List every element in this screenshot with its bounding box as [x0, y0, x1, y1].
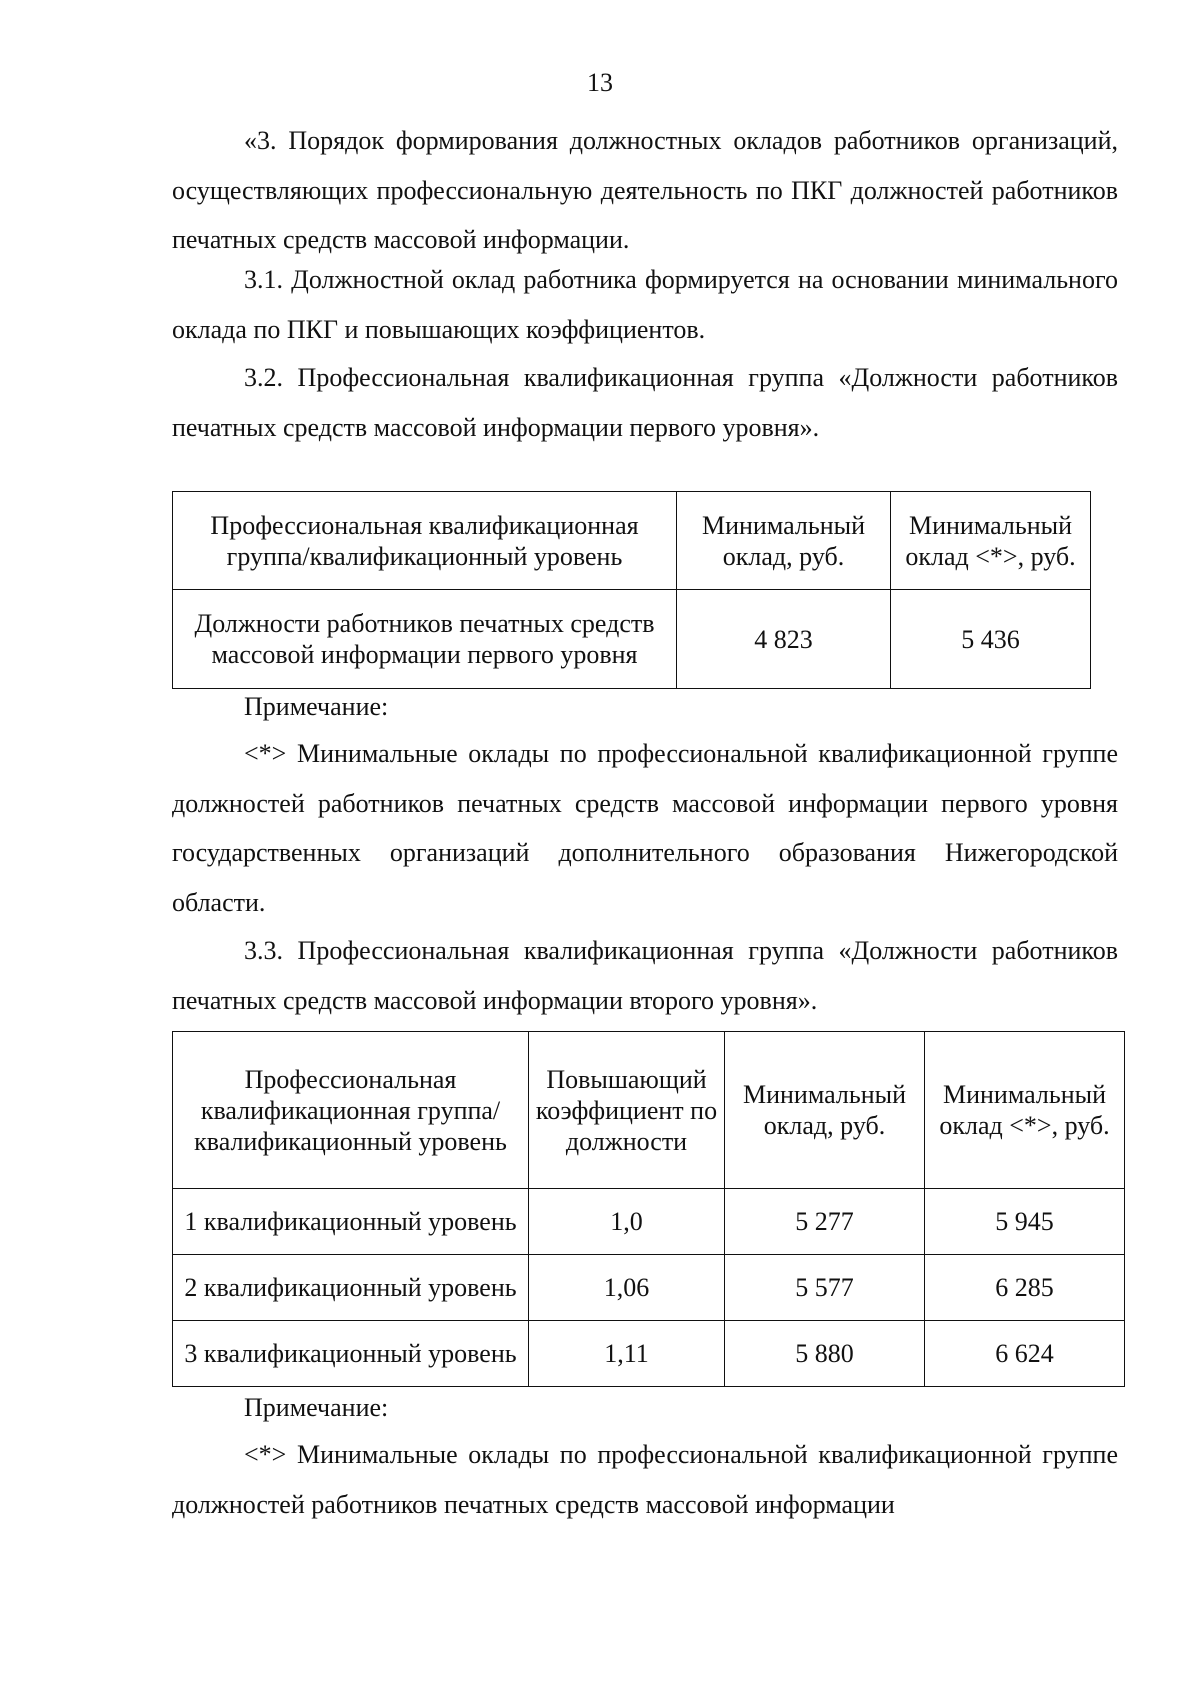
paragraph-3-3-text: 3.3. Профессиональная квалификационная группа «Должности работников печатных средств массовой информации второго уровня».: [172, 936, 1118, 1015]
table-cell: 3 квалификационный уровень: [173, 1321, 529, 1387]
table-cell: 1,11: [529, 1321, 725, 1387]
table-cell: Должности работников печатных средств массовой информации первого уровня: [173, 590, 677, 689]
table-header-cell: Минимальный оклад, руб.: [725, 1032, 925, 1189]
note-2-text: <*> Минимальные оклады по профессиональной квалификационной группе должностей работников печатных средств массовой информации: [172, 1440, 1118, 1519]
paragraph-3-3: [172, 926, 1118, 1025]
table-row: [173, 1189, 1125, 1255]
table-header-cell: Минимальный оклад <*>, руб.: [925, 1032, 1125, 1189]
page-number: 13: [587, 68, 613, 97]
paragraph-3-2-text: 3.2. Профессиональная квалификационная группа «Должности работников печатных средств массовой информации первого уровня».: [172, 363, 1118, 442]
table-cell: 2 квалификационный уровень: [173, 1255, 529, 1321]
note-1-text: <*> Минимальные оклады по профессиональной квалификационной группе должностей работников печатных средств массовой информации первого уровня государственных организаций дополнительного образования Нижегородской области.: [172, 739, 1118, 917]
section-3-title-text: «3. Порядок формирования должностных окладов работников организаций, осуществляющих профессиональную деятельность по ПКГ должностей работников печатных средств массовой информации.: [172, 126, 1118, 254]
table-cell: 1 квалификационный уровень: [173, 1189, 529, 1255]
salary-table-level-2: [172, 1031, 1125, 1387]
table-header-cell: Минимальный оклад, руб.: [677, 492, 891, 590]
table-header-row: [173, 1032, 1125, 1189]
table-cell: 6 285: [925, 1255, 1125, 1321]
table-cell: 4 823: [677, 590, 891, 689]
table-cell: 5 277: [725, 1189, 925, 1255]
table-cell: 5 436: [891, 590, 1091, 689]
table-header-cell: Профессиональная квалификационная группа/квалификационный уровень: [173, 492, 677, 590]
table-row: [173, 1321, 1125, 1387]
note-label-1: Примечание:: [244, 692, 389, 721]
table-header-row: [173, 492, 1091, 590]
table-cell: 5 880: [725, 1321, 925, 1387]
paragraph-3-1: [172, 255, 1118, 354]
paragraph-3-2: [172, 353, 1118, 452]
table-cell: 5 945: [925, 1189, 1125, 1255]
table-cell: 5 577: [725, 1255, 925, 1321]
note-label-2: Примечание:: [244, 1393, 389, 1422]
table-header-cell: Повышающий коэффициент по должности: [529, 1032, 725, 1189]
table-cell: 1,06: [529, 1255, 725, 1321]
table-row: [173, 1255, 1125, 1321]
salary-table-level-1: [172, 491, 1091, 689]
note-2: [172, 1430, 1118, 1529]
table-header-cell: Минимальный оклад <*>, руб.: [891, 492, 1091, 590]
table-header-cell: Профессиональная квалификационная группа/квалификационный уровень: [173, 1032, 529, 1189]
table-row: [173, 590, 1091, 689]
paragraph-3-1-text: 3.1. Должностной оклад работника формируется на основании минимального оклада по ПКГ и повышающих коэффициентов.: [172, 265, 1118, 344]
section-3-title: [172, 116, 1118, 265]
table-cell: 6 624: [925, 1321, 1125, 1387]
table-cell: 1,0: [529, 1189, 725, 1255]
note-1: [172, 729, 1118, 927]
